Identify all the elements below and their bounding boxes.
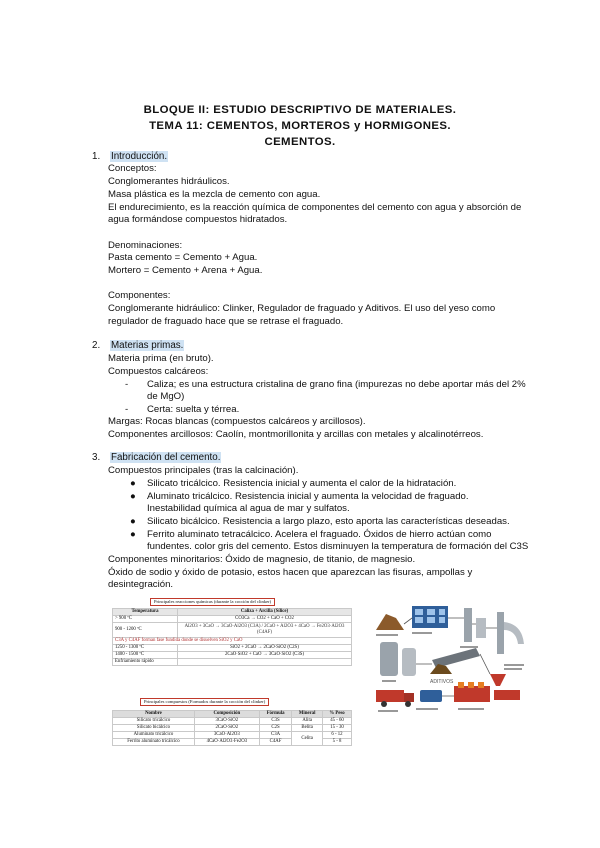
furnace-icon <box>454 686 490 702</box>
section-number: 3. <box>92 452 101 463</box>
table-cell: 1250 - 1300 ºC <box>113 645 178 652</box>
section-2-heading <box>92 340 184 353</box>
table-cell: > 900 ºC <box>113 616 178 623</box>
table-cell: Celita <box>292 732 323 746</box>
text-line: Aluminato tricálcico. Resistencia inicial y aumenta la velocidad de fraguado. <box>147 491 469 502</box>
table-cell: C3S <box>259 718 292 725</box>
table-caption: Principales reacciones químicas (durante la cocción del clinker) <box>150 598 275 606</box>
table-cell: Ferrito aluminato tricálcico <box>113 739 195 746</box>
table-cell: 900 - 1200 ºC <box>113 623 178 638</box>
table-row <box>113 718 352 725</box>
section-1-heading <box>92 151 168 164</box>
table-cell: 1400 - 1500 ºC <box>113 652 178 659</box>
table-cell: 6 - 12 <box>323 732 352 739</box>
text-line: Óxido de sodio y óxido de potasio, estos hacen que aparezcan las fisuras, ampollas y <box>108 567 473 578</box>
table-cell: SiO2 + 2CaO → 2CaO·SiO2 (C2S) <box>178 645 352 652</box>
table-header: Temperatura <box>113 609 178 616</box>
text-line: Compuestos principales (tras la calcinación). <box>108 465 299 476</box>
text-line: Ferrito aluminato tetracálcico. Acelera el fraguado. Óxidos de hierro actúan como <box>147 529 492 540</box>
text-line: Compuestos calcáreos: <box>108 366 209 377</box>
table-row <box>113 732 352 739</box>
table-header: Composición <box>194 711 259 718</box>
additives-pile-icon <box>430 664 452 674</box>
section-3-heading <box>92 452 221 465</box>
text-line: desintegración. <box>108 579 174 590</box>
table-caption: Principales compuestos (Formados durante la cocción del clinker) <box>140 698 269 706</box>
bullet-icon: ● <box>130 478 136 489</box>
text-line: Denominaciones: <box>108 240 183 251</box>
bullet-icon: ● <box>130 491 136 502</box>
section-number: 1. <box>92 151 101 162</box>
table-cell: 5 - 8 <box>323 739 352 746</box>
cement-plant-diagram <box>372 604 530 722</box>
truck-icon <box>376 690 404 702</box>
text-line: Materia prima (en bruto). <box>108 353 214 364</box>
text-line: Conglomerante hidráulico: Clinker, Regulador de fraguado y Aditivos. El uso del yeso como <box>108 303 496 314</box>
section-title: Materias primas. <box>111 340 184 351</box>
table-cell: 3CaO·Al2O3 <box>194 732 259 739</box>
section-title: Introducción. <box>111 151 168 162</box>
table-cell: C3A <box>259 732 292 739</box>
text-line: Caliza; es una estructura cristalina de grano fina (impurezas no debe aportar más del 2% <box>147 379 526 390</box>
text-line: Mortero = Cemento + Arena + Agua. <box>108 265 263 276</box>
table-cell: C2S <box>259 725 292 732</box>
text-line: Componentes arcillosos: Caolín, montmorillonita y arcillas con metales y alcalinotérreos. <box>108 429 484 440</box>
table-cell: 45 - 60 <box>323 718 352 725</box>
mixer-icon <box>420 690 442 702</box>
text-line: Silicato bicálcico. Resistencia a largo plazo, esto aporta las características deseadas. <box>147 516 510 527</box>
text-line: Componentes: <box>108 290 171 301</box>
text-line: Certa: suelta y térrea. <box>147 404 240 415</box>
text-line: Margas: Rocas blancas (compuestos calcáreos y arcillosos). <box>108 416 366 427</box>
text-line: Conceptos: <box>108 163 157 174</box>
table-header: % Peso <box>323 711 352 718</box>
table-row <box>113 652 352 659</box>
table-row <box>113 645 352 652</box>
table-cell: Alita <box>292 718 323 725</box>
compounds-table <box>112 710 352 746</box>
table-cell: Silicato bicálcico <box>113 725 195 732</box>
table-cell: 2CaO·SiO2 <box>194 725 259 732</box>
table-cell: C4AF <box>259 739 292 746</box>
table-header: Fórmula <box>259 711 292 718</box>
text-line: regulador de fraguado hace que se retrase el fraguado. <box>108 316 344 327</box>
text-line: Componentes minoritarios: Óxido de magnesio, de titanio, de magnesio. <box>108 554 416 565</box>
text-line: El endurecimiento, es la reacción química de componentes del cemento con agua y absorción de <box>108 202 522 213</box>
section-title: Fabricación del cemento. <box>111 452 221 463</box>
table-cell: 15 - 30 <box>323 725 352 732</box>
table-row <box>113 623 352 638</box>
diagram-label: ADITIVOS <box>430 679 454 685</box>
table-cell: 4CaO·Al2O3·Fe2O3 <box>194 739 259 746</box>
silo-icon <box>380 642 398 676</box>
table-header: Caliza + Arcilla (Sílice) <box>178 609 352 616</box>
table-cell: Belita <box>292 725 323 732</box>
topic-title: TEMA 11: CEMENTOS, MORTEROS y HORMIGONES. <box>149 120 451 132</box>
list-dash: - <box>125 404 129 415</box>
section-number: 2. <box>92 340 101 351</box>
list-dash: - <box>125 379 129 390</box>
raw-material-pile-icon <box>376 614 404 630</box>
document-title-block: BLOQUE II: ESTUDIO DESCRIPTIVO DE MATERIALES. <box>143 104 457 116</box>
table-cell: Al2O3 + 3CaO → 3CaO·Al2O3 (C3A) / 2CaO + Al2O3 + 4CaO → Fe2O3·Al2O3 (C4AF) <box>178 623 352 638</box>
text-line: Masa plástica es la mezcla de cemento con agua. <box>108 189 321 200</box>
hopper-icon <box>490 674 506 686</box>
table-cell <box>178 659 352 666</box>
subtopic-title: CEMENTOS. <box>264 136 336 148</box>
table-row <box>113 725 352 732</box>
table-row <box>113 616 352 623</box>
text-line: Conglomerantes hidráulicos. <box>108 176 230 187</box>
table-cell: CO3Ca → CO2 + CaO + CO2 <box>178 616 352 623</box>
bullet-icon: ● <box>130 516 136 527</box>
text-line: Pasta cemento = Cemento + Agua. <box>108 252 258 263</box>
table-header: Mineral <box>292 711 323 718</box>
bullet-icon: ● <box>130 529 136 540</box>
table-cell: 2CaO·SiO2 + CaO → 3CaO·SiO2 (C3S) <box>178 652 352 659</box>
table-cell: 3CaO·SiO2 <box>194 718 259 725</box>
text-line: de MgO) <box>147 391 185 402</box>
silo-icon <box>402 648 416 676</box>
table-header: Nombre <box>113 711 195 718</box>
table-cell: Silicato tricálcico <box>113 718 195 725</box>
text-line: fundentes. color gris del cemento. Estos disminuyen la temperatura de formación del C3S <box>147 541 529 552</box>
table-cell: Aluminato tricálcico <box>113 732 195 739</box>
preheater-tower-icon <box>464 608 472 642</box>
text-line: Inestabilidad química al agua de mar y sulfatos. <box>147 503 350 514</box>
table-cell: C3A y C4AF forman fase fundida donde se disuelven SiO2 y CaO <box>113 638 352 645</box>
text-line: Silicato tricálcico. Resistencia inicial y aumenta el calor de la hidratación. <box>147 478 457 489</box>
text-line: agua formándose compuestos hidratados. <box>108 214 288 225</box>
reactions-table <box>112 608 352 666</box>
table-row <box>113 659 352 666</box>
table-cell: Enfriamiento rápido <box>113 659 178 666</box>
table-row <box>113 638 352 645</box>
